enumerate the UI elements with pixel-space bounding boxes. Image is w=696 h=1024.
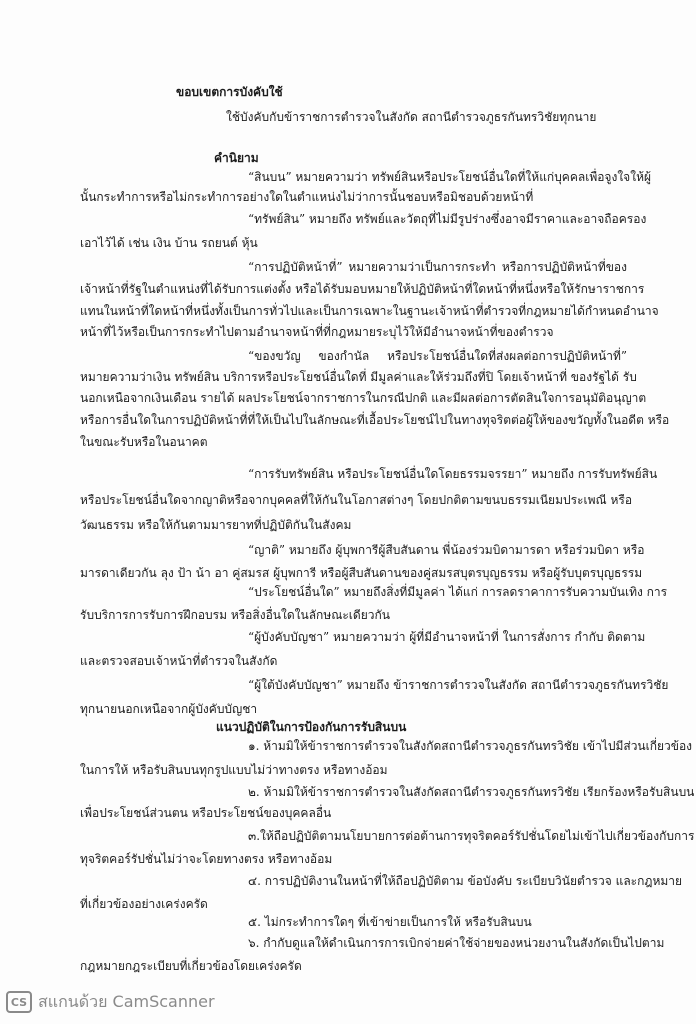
definition-duty-line-3: แทนในหน้าที่ใดหน้าที่หนึ่งทั้งเป็นการทั่วไปและเป็นการเฉพาะในฐานะเจ้าหน้าที่ตำรวจที่กฎหมายได้กำหนดอำนาจ: [80, 304, 659, 318]
guidelines-heading: แนวปฏิบัติในการป้องกันการรับสินบน: [216, 720, 407, 734]
definition-relative-line-1: “ญาติ” หมายถึง ผู้บุพการีผู้สืบสันดาน พี่น้องร่วมบิดามารดา หรือร่วมบิดา หรือ: [248, 543, 645, 557]
definition-ethical-receipt-line-2: หรือประโยชน์อื่นใดจากญาติหรือจากบุคคลที่ให้กันในโอกาสต่างๆ โดยปกติตามขนบธรรมเนียมประเพณี หรือ: [80, 493, 633, 507]
camscanner-watermark: [6, 988, 215, 1016]
guideline-1-line-2: ในการให้ หรือรับสินบนทุกรูปแบบไม่ว่าทางตรง หรือทางอ้อม: [80, 763, 388, 777]
definition-relative-line-2: มารดาเดียวกัน ลุง ป้า น้า อา คู่สมรส ผู้บุพการี หรือผู้สืบสันดานของคู่สมรสบุตรบุญธรรม หรือผู้รับบุตรบุญธรรม: [80, 566, 643, 580]
guideline-1-line-1: ๑. ห้ามมิให้ข้าราชการตำรวจในสังกัดสถานีตำรวจภูธรกันทรวิชัย เข้าไปมีส่วนเกี่ยวข้อง: [248, 739, 693, 753]
definition-gift-line-1: “ของขวัญ ของกำนัล หรือประโยชน์อื่นใดที่ส่งผลต่อการปฏิบัติหน้าที่”: [248, 349, 627, 363]
guideline-6-line-1: ๖. กำกับดูแลให้ดำเนินการการเบิกจ่ายค่าใช้จ่ายของหน่วยงานในสังกัดเป็นไปตาม: [248, 936, 665, 950]
guideline-4-line-1: ๔. การปฏิบัติงานในหน้าที่ให้ถือปฏิบัติตาม ข้อบังคับ ระเบียบวินัยตำรวจ และกฎหมาย: [248, 874, 683, 888]
guideline-2-line-1: ๒. ห้ามมิให้ข้าราชการตำรวจในสังกัดสถานีตำรวจภูธรกันทรวิชัย เรียกร้องหรือรับสินบน: [248, 785, 695, 799]
guideline-2-line-2: เพื่อประโยชน์ส่วนตน หรือประโยชน์ของบุคคลอื่น: [80, 806, 332, 820]
definition-gift-line-5: ในขณะรับหรือในอนาคต: [80, 435, 208, 449]
definition-ethical-receipt-line-3: วัฒนธรรม หรือให้กันตามมารยาทที่ปฏิบัติกันในสังคม: [80, 518, 352, 532]
definition-bribe-line-2: นั้นกระทำการหรือไม่กระทำการอย่างใดในตำแหน่งไม่ว่าการนั้นชอบหรือมิชอบด้วยหน้าที่: [80, 190, 534, 204]
definition-subordinate-line-2: ทุกนายนอกเหนือจากผู้บังคับบัญชา: [80, 702, 258, 716]
scope-heading: ขอบเขตการบังคับใช้: [176, 85, 283, 99]
definition-bribe-line-1: “สินบน” หมายความว่า ทรัพย์สินหรือประโยชน์อื่นใดที่ให้แก่บุคคลเพื่อจูงใจให้ผู้: [248, 170, 652, 184]
definitions-heading: คำนิยาม: [214, 151, 259, 165]
definition-commander-line-1: “ผู้บังคับบัญชา” หมายความว่า ผู้ที่มีอำนาจหน้าที่ ในการสั่งการ กำกับ ติดตาม: [248, 630, 646, 644]
definition-subordinate-line-1: “ผู้ใต้บังคับบัญชา” หมายถึง ข้าราชการตำรวจในสังกัด สถานีตำรวจภูธรกันทรวิชัย: [248, 678, 669, 692]
definition-duty-line-4: หน้าที่ไว้หรือเป็นการกระทำไปตามอำนาจหน้าที่ที่กฎหมายระบุไว้ให้มีอำนาจหน้าที่ของตำรวจ: [80, 325, 554, 339]
guideline-6-line-2: กฎหมายกฎระเบียบที่เกี่ยวข้องโดยเคร่งครัด: [80, 959, 302, 973]
guideline-3-line-1: ๓.ให้ถือปฏิบัติตามนโยบายการต่อต้านการทุจริตคอร์รัปชั่นโดยไม่เข้าไปเกี่ยวข้องกับการ: [248, 829, 695, 843]
guideline-3-line-2: ทุจริตคอร์รัปชั่นไม่ว่าจะโดยทางตรง หรือทางอ้อม: [80, 852, 333, 866]
definition-property-line-2: เอาไว้ได้ เช่น เงิน บ้าน รถยนต์ หุ้น: [80, 236, 258, 250]
camscanner-logo-icon: CS: [6, 991, 32, 1013]
definition-property-line-1: “ทรัพย์สิน” หมายถึง ทรัพย์และวัตถุที่ไม่มีรูปร่างซึ่งอาจมีราคาและอาจถือครอง: [248, 212, 647, 226]
scope-text: ใช้บังคับกับข้าราชการตำรวจในสังกัด สถานีตำรวจภูธรกันทรวิชัยทุกนาย: [226, 110, 597, 124]
guideline-5: ๕. ไม่กระทำการใดๆ ที่เข้าข่ายเป็นการให้ หรือรับสินบน: [248, 915, 532, 929]
definition-other-benefit-line-2: รับบริการการรับการฝึกอบรม หรือสิ่งอื่นใดในลักษณะเดียวกัน: [80, 608, 390, 622]
definition-duty-line-1: “การปฏิบัติหน้าที่” หมายความว่าเป็นการกระทำ หรือการปฏิบัติหน้าที่ของ: [248, 260, 627, 274]
definition-ethical-receipt-line-1: “การรับทรัพย์สิน หรือประโยชน์อื่นใดโดยธรรมจรรยา” หมายถึง การรับทรัพย์สิน: [248, 467, 658, 481]
definition-other-benefit-line-1: “ประโยชน์อื่นใด” หมายถึงสิ่งที่มีมูลค่า ได้แก่ การลดราคาการรับความบันเทิง การ: [248, 585, 668, 599]
definition-duty-line-2: เจ้าหน้าที่รัฐในตำแหน่งที่ได้รับการแต่งตั้ง หรือได้รับมอบหมายให้ปฏิบัติหน้าที่ใดหน้าที่หนึ่งหรือให้รักษาราชการ: [80, 282, 645, 296]
definition-commander-line-2: และตรวจสอบเจ้าหน้าที่ตำรวจในสังกัด: [80, 654, 278, 668]
definition-gift-line-3: นอกเหนือจากเงินเดือน รายได้ ผลประโยชน์จากราชการในกรณีปกติ และมีผลต่อการตัดสินใจการอนุมัติอนุญาต: [80, 391, 647, 405]
camscanner-watermark-text: สแกนด้วย CamScanner: [38, 991, 215, 1011]
definition-gift-line-2: หมายความว่าเงิน ทรัพย์สิน บริการหรือประโยชน์อื่นใดที่ มีมูลค่าและให้ร่วมถึงที่ปิ โดยเจ้าหน้าที่ ของรัฐได้ รับ: [80, 370, 637, 384]
definition-gift-line-4: หรือการอื่นใดในการปฏิบัติหน้าที่ที่ให้เป็นไปในลักษณะที่เอื้อประโยชน์ไปในทางทุจริตต่อผู้ให้ของขวัญทั้งในอดีต หรือ: [80, 413, 670, 427]
guideline-4-line-2: ที่เกี่ยวข้องอย่างเคร่งครัด: [80, 897, 208, 911]
